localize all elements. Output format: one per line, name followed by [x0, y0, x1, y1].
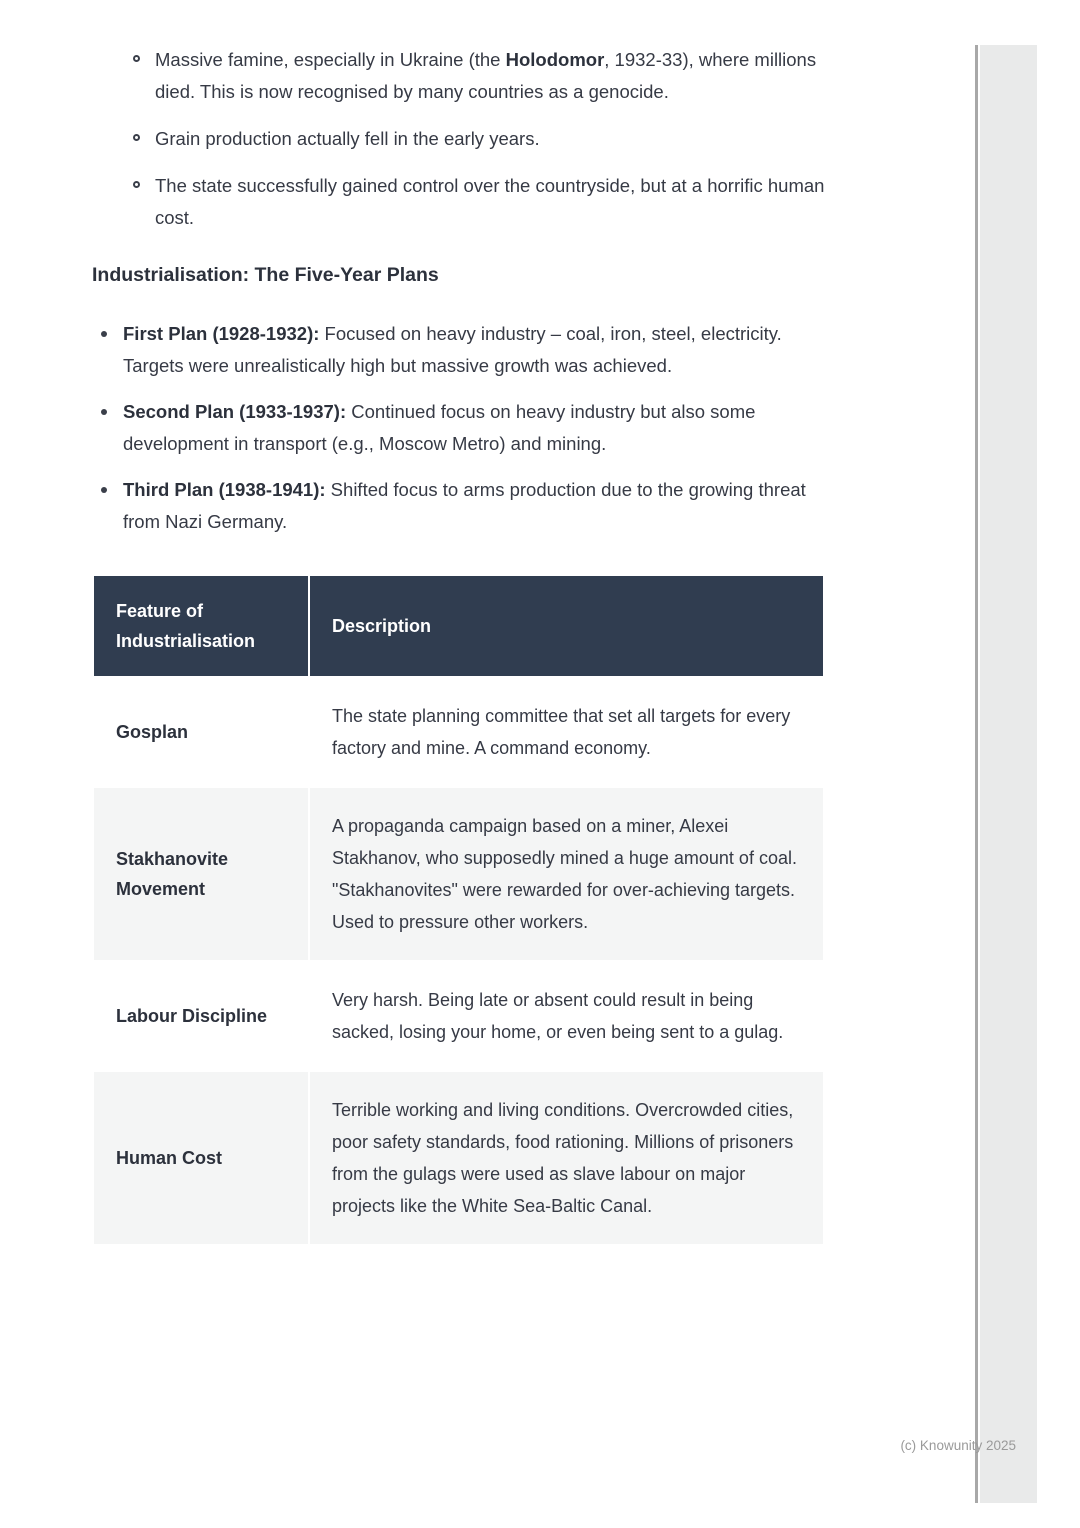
circle-bullet-icon: [133, 134, 140, 141]
dot-bullet-icon: [101, 409, 107, 415]
list-item-text: The state successfully gained control over the countryside, but at a horrific human cost.: [155, 175, 825, 228]
copyright-watermark: (c) Knowunity 2025: [900, 1438, 1016, 1453]
table-row: [94, 1072, 823, 1244]
section-heading: Industrialisation: The Five-Year Plans: [92, 264, 439, 286]
description-cell: The state planning committee that set all targets for every factory and mine. A command economy.: [310, 678, 823, 786]
feature-cell: Stakhanovite Movement: [94, 788, 308, 960]
dot-bullet-icon: [101, 487, 107, 493]
scrollbar-track[interactable]: [980, 45, 1037, 1503]
table-row: [94, 678, 823, 786]
table-header-row: [94, 576, 823, 676]
circle-bullet-icon: [133, 55, 140, 62]
list-item: [92, 396, 825, 460]
document-content: [92, 44, 825, 1246]
feature-cell: Gosplan: [94, 678, 308, 786]
list-item: [92, 44, 825, 108]
page-edge-divider: [975, 45, 978, 1503]
table-header-description: Description: [310, 576, 823, 676]
table-row: [94, 962, 823, 1070]
description-cell: Very harsh. Being late or absent could result in being sacked, losing your home, or even being sent to a gulag.: [310, 962, 823, 1070]
collectivisation-outcomes-list: [92, 44, 825, 234]
table-header-feature: Feature of Industrialisation: [94, 576, 308, 676]
feature-cell: Labour Discipline: [94, 962, 308, 1070]
circle-bullet-icon: [133, 181, 140, 188]
list-item: [92, 123, 825, 155]
industrialisation-features-table: [92, 574, 825, 1246]
list-item: [92, 318, 825, 382]
list-item: [92, 170, 825, 234]
five-year-plans-list: [92, 318, 825, 538]
table-row: [94, 788, 823, 960]
dot-bullet-icon: [101, 331, 107, 337]
feature-cell: Human Cost: [94, 1072, 308, 1244]
list-item-text: First Plan (1928-1932): Focused on heavy industry – coal, iron, steel, electricity. Targets were unrealistically high but massive growth was achieved.: [123, 323, 782, 376]
description-cell: A propaganda campaign based on a miner, Alexei Stakhanov, who supposedly mined a huge amount of coal. "Stakhanovites" were rewarded for over-achieving targets. Used to pressure other workers.: [310, 788, 823, 960]
list-item-text: Third Plan (1938-1941): Shifted focus to arms production due to the growing threat from Nazi Germany.: [123, 479, 806, 532]
list-item-text: Massive famine, especially in Ukraine (the Holodomor, 1932-33), where millions died. This is now recognised by many countries as a genocide.: [155, 49, 817, 102]
list-item: [92, 474, 825, 538]
description-cell: Terrible working and living conditions. Overcrowded cities, poor safety standards, food rationing. Millions of prisoners from the gulags were used as slave labour on major projects like the White Sea-Baltic Canal.: [310, 1072, 823, 1244]
list-item-text: Grain production actually fell in the early years.: [155, 128, 540, 149]
list-item-text: Second Plan (1933-1937): Continued focus on heavy industry but also some development in transport (e.g., Moscow Metro) and mining.: [123, 401, 756, 454]
